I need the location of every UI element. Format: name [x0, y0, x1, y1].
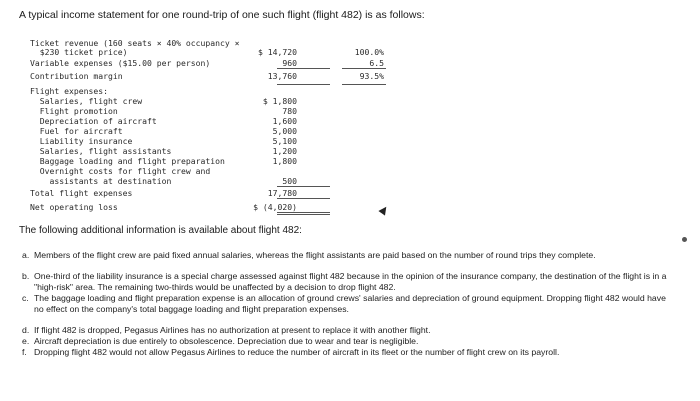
stmt-row-label: Salaries, flight assistants: [30, 146, 172, 156]
stmt-row-amount: 5,000: [272, 126, 297, 136]
stmt-row-amount: 960: [282, 58, 297, 68]
total-double-rule: [277, 214, 330, 215]
stmt-row-amount: 1,800: [272, 156, 297, 166]
stmt-row-label: Fuel for aircraft: [30, 126, 123, 136]
list-item-tag: a.: [22, 250, 30, 260]
list-item-tag: f.: [22, 347, 27, 357]
stmt-row-amount: 1,200: [272, 146, 297, 156]
subtotal-rule: [342, 84, 386, 85]
stmt-row-label: assistants at destination: [30, 176, 172, 186]
list-item-text: Members of the flight crew are paid fixed annual salaries, whereas the flight assistants are paid based on the number of round trips they complete.: [34, 250, 596, 260]
stmt-row-amount: $ 14,720: [258, 47, 297, 57]
stmt-row-label: Total flight expenses: [30, 188, 133, 198]
list-item-text: One-third of the liability insurance is a special charge assessed against flight 482 because in the opinion of the insurance company, the destination of the flight is in a "high-risk" area. The remaining two-thirds would be unaffected by a decision to drop flight 482.: [34, 271, 667, 292]
stmt-row-label: Depreciation of aircraft: [30, 116, 157, 126]
stmt-row-label: Flight expenses:: [30, 86, 108, 96]
list-item-text: The baggage loading and flight preparation expense is an allocation of ground crews' salaries and depreciation of ground equipment. Dropping flight 482 would have no effect on the company's total baggage loading and flight preparation expenses.: [34, 293, 666, 314]
stmt-row-label: Contribution margin: [30, 71, 123, 81]
stmt-row-label: $230 ticket price): [30, 47, 128, 57]
stmt-row-percent: 6.5: [369, 58, 384, 68]
stmt-row-label: Net operating loss: [30, 202, 118, 212]
stmt-row-label: Overnight costs for flight crew and: [30, 166, 211, 176]
total-double-rule: [277, 212, 330, 213]
list-item-text: Aircraft depreciation is due entirely to obsolescence. Depreciation due to wear and tear is negligible.: [34, 336, 419, 346]
subtotal-rule: [277, 186, 330, 187]
stmt-row-label: Variable expenses ($15.00 per person): [30, 58, 211, 68]
stmt-row-label: Ticket revenue (160 seats × 40% occupancy ×: [30, 38, 240, 48]
stmt-row-label: Flight promotion: [30, 106, 118, 116]
stmt-row-percent: 100.0%: [354, 47, 384, 57]
list-item-tag: c.: [22, 293, 29, 303]
stmt-row-amount: 780: [282, 106, 297, 116]
subtotal-rule: [277, 198, 330, 199]
stmt-row-amount: 500: [282, 176, 297, 186]
list-item-tag: e.: [22, 336, 30, 346]
list-item-tag: b.: [22, 271, 30, 281]
subtotal-rule: [277, 68, 330, 69]
income-statement: [30, 38, 390, 218]
list-item-text: If flight 482 is dropped, Pegasus Airlines has no authorization at present to replace it with another flight.: [34, 325, 431, 335]
stmt-row-label: Liability insurance: [30, 136, 133, 146]
list-item-text: Dropping flight 482 would not allow Pegasus Airlines to reduce the number of aircraft in its fleet or the number of flight crew on its payroll.: [34, 347, 560, 357]
dot-marker-icon: [682, 237, 687, 242]
additional-info-heading: The following additional information is available about flight 482:: [19, 225, 302, 236]
stmt-row-label: Salaries, flight crew: [30, 96, 143, 106]
stmt-row-percent: 93.5%: [359, 71, 384, 81]
subtotal-rule: [277, 84, 330, 85]
intro-text: A typical income statement for one round-trip of one such flight (flight 482) is as follows:: [19, 9, 425, 21]
subtotal-rule: [342, 68, 386, 69]
stmt-row-label: Baggage loading and flight preparation: [30, 156, 225, 166]
list-item-tag: d.: [22, 325, 30, 335]
stmt-row-amount: 13,760: [267, 71, 297, 81]
stmt-row-amount: $ (4,020): [253, 202, 297, 212]
stmt-row-amount: 5,100: [272, 136, 297, 146]
stmt-row-amount: 17,780: [267, 188, 297, 198]
stmt-row-amount: 1,600: [272, 116, 297, 126]
stmt-row-amount: $ 1,800: [262, 96, 297, 106]
